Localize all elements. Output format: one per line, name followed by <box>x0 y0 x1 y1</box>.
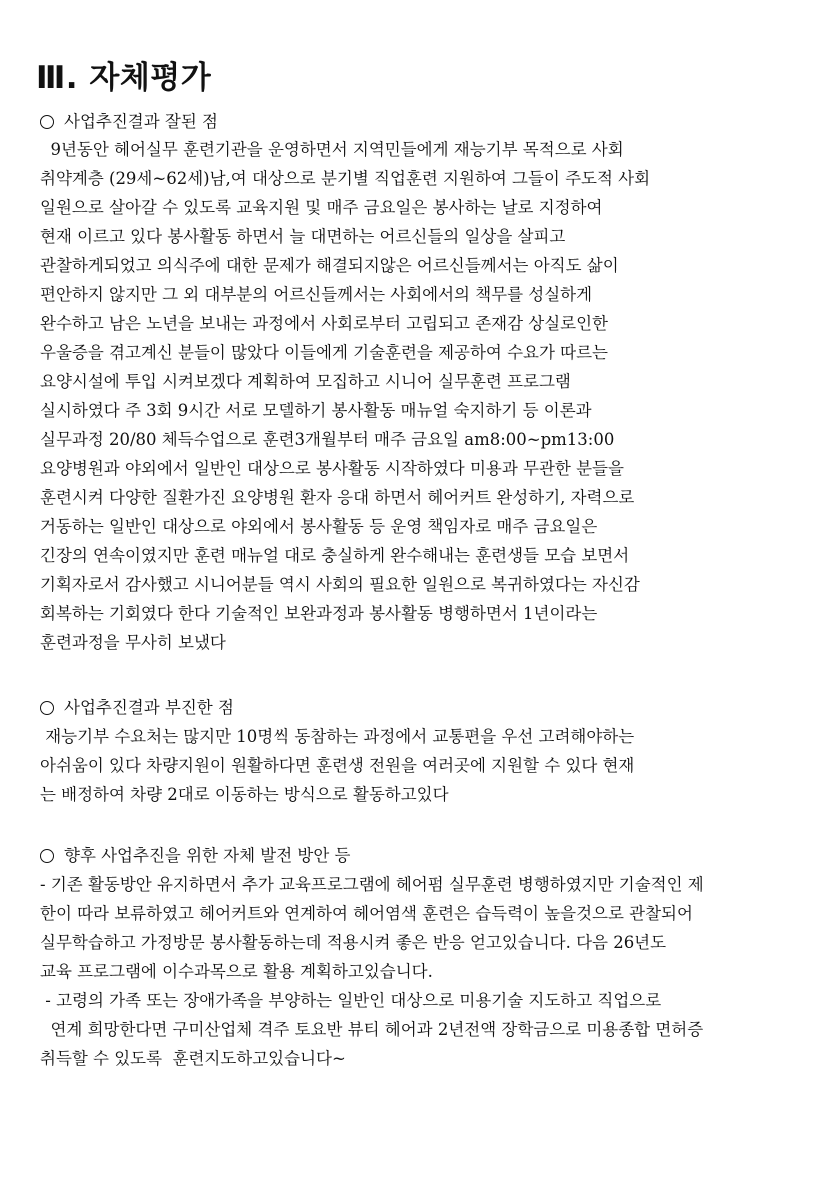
body-text-line: 는 배정하여 차량 2대로 이동하는 방식으로 활동하고있다 <box>40 785 449 804</box>
body-text-line: 요양병원과 야외에서 일반인 대상으로 봉사활동 시작하였다 미용과 무관한 분들을 <box>40 459 624 478</box>
body-text-line: 일원으로 살아갈 수 있도록 교육지원 및 매주 금요일은 봉사하는 날로 지정하여 <box>40 198 603 217</box>
body-text-line: 완수하고 남은 노년을 보내는 과정에서 사회로부터 고립되고 존재감 상실로인한 <box>40 314 608 333</box>
body-text-line: 실무학습하고 가정방문 봉사활동하는데 적용시켜 좋은 반응 얻고있습니다. 다음 26년도 <box>40 933 667 952</box>
body-text-line: 아쉬움이 있다 차량지원이 원활하다면 훈련생 전원을 여러곳에 지원할 수 있다 현재 <box>40 756 635 775</box>
section-heading <box>40 846 351 866</box>
body-text-line: 현재 이르고 있다 봉사활동 하면서 늘 대면하는 어르신들의 일상을 살피고 <box>40 227 566 246</box>
body-text-line: 긴장의 연속이였지만 훈련 매뉴얼 대로 충실하게 완수해내는 훈련생들 모습 보면서 <box>40 546 630 565</box>
circle-bullet-icon <box>40 701 54 715</box>
body-text-line: 연계 희망한다면 구미산업체 격주 토요반 뷰티 헤어과 2년전액 장학금으로 미용종합 면허증 <box>40 1020 704 1039</box>
body-text-line: 9년동안 헤어실무 훈련기관을 운영하면서 지역민들에게 재능기부 목적으로 사회 <box>40 140 624 159</box>
body-text-line: 기획자로서 감사했고 시니어분들 역시 사회의 필요한 일원으로 복귀하였다는 자신감 <box>40 575 640 594</box>
body-text-line: 관찰하게되었고 의식주에 대한 문제가 해결되지않은 어르신들께서는 아직도 삶이 <box>40 256 619 275</box>
body-text-line: 요양시설에 투입 시켜보겠다 계획하여 모집하고 시니어 실무훈련 프로그램 <box>40 372 571 391</box>
body-text-line: 취득할 수 있도록 훈련지도하고있습니다~ <box>40 1049 346 1068</box>
body-text-line: 실무과정 20/80 체득수업으로 훈련3개월부터 매주 금요일 am8:00~pm13:00 <box>40 430 615 449</box>
section-heading <box>40 698 234 718</box>
section-heading <box>40 112 218 132</box>
page-title: Ⅲ. 자체평가 <box>36 60 212 96</box>
section-heading-text: 향후 사업추진을 위한 자체 발전 방안 등 <box>64 846 351 865</box>
body-text-line: 거동하는 일반인 대상으로 야외에서 봉사활동 등 운영 책임자로 매주 금요일은 <box>40 517 598 536</box>
body-text-line: - 고령의 가족 또는 장애가족을 부양하는 일반인 대상으로 미용기술 지도하고 직업으로 <box>40 991 662 1010</box>
body-text-line: 교육 프로그램에 이수과목으로 활용 계획하고있습니다. <box>40 962 433 981</box>
body-text-line: 재능기부 수요처는 많지만 10명씩 동참하는 과정에서 교통편을 우선 고려해야하는 <box>40 727 635 746</box>
body-text-line: 우울증을 겪고계신 분들이 많았다 이들에게 기술훈련을 제공하여 수요가 따르는 <box>40 343 608 362</box>
body-text-line: 회복하는 기회였다 한다 기술적인 보완과정과 봉사활동 병행하면서 1년이라는 <box>40 604 598 623</box>
body-text-line: 취약계층 (29세~62세)남,여 대상으로 분기별 직업훈련 지원하여 그들이 주도적 사회 <box>40 169 651 188</box>
body-text-line: - 기존 활동방안 유지하면서 추가 교육프로그램에 헤어펌 실무훈련 병행하였지만 기술적인 제 <box>40 875 704 894</box>
body-text-line: 한이 따라 보류하였고 헤어커트와 연계하여 헤어염색 훈련은 습득력이 높을것으로 관찰되어 <box>40 904 693 923</box>
body-text-line: 실시하였다 주 3회 9시간 서로 모델하기 봉사활동 매뉴얼 숙지하기 등 이론과 <box>40 401 592 420</box>
body-text-line: 훈련시켜 다양한 질환가진 요양병원 환자 응대 하면서 헤어커트 완성하기, 자력으로 <box>40 488 635 507</box>
body-text-line: 편안하지 않지만 그 외 대부분의 어르신들께서는 사회에서의 책무를 성실하게 <box>40 285 593 304</box>
circle-bullet-icon <box>40 849 54 863</box>
section-heading-text: 사업추진결과 부진한 점 <box>64 698 234 717</box>
section-heading-text: 사업추진결과 잘된 점 <box>64 112 218 131</box>
body-text-line: 훈련과정을 무사히 보냈다 <box>40 633 226 652</box>
circle-bullet-icon <box>40 115 54 129</box>
